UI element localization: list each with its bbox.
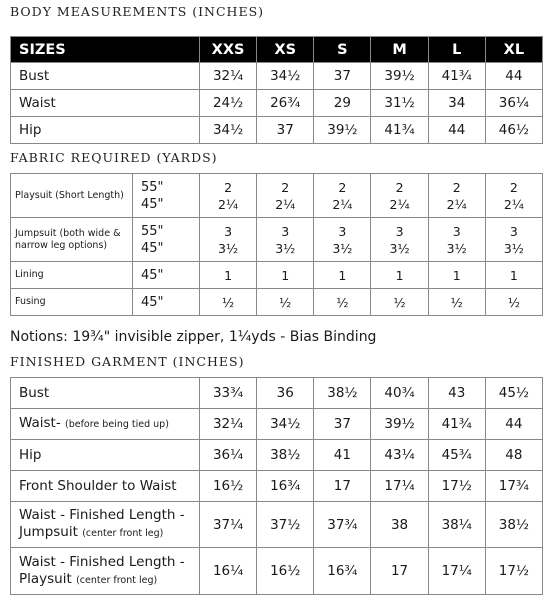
finished-garment-table (10, 377, 543, 595)
measurement-cell: 17 (314, 471, 371, 502)
measurement-cell: 41¾ (428, 63, 485, 90)
yardage-cell (314, 289, 371, 316)
yardage-cell (314, 174, 371, 218)
measurement-cell: 48 (485, 440, 542, 471)
yardage-value: 3 (395, 223, 404, 239)
measurement-cell: 37¾ (314, 502, 371, 548)
yardage-cell (257, 262, 314, 289)
yardage-value: 2¼ (218, 196, 239, 212)
row-label (11, 471, 200, 502)
yardage-cell (485, 218, 542, 262)
yardage-cell (314, 218, 371, 262)
yardage-cell (200, 262, 257, 289)
row-label-text: Waist - Finished Length - (19, 507, 185, 523)
fabric-width-cell (133, 262, 200, 289)
measurement-cell: 36¼ (485, 90, 542, 117)
yardage-value: 2¼ (332, 196, 353, 212)
table-row (11, 440, 543, 471)
measurement-cell: 44 (485, 63, 542, 90)
measurement-cell: 36¼ (200, 440, 257, 471)
measurement-cell: 38¼ (428, 502, 485, 548)
measurement-cell: 37½ (257, 502, 314, 548)
notions-text: Notions: 19¾" invisible zipper, 1¼yds - Bias Binding (10, 329, 377, 345)
measurement-cell: 32¼ (200, 409, 257, 440)
row-label: Jumpsuit (both wide & narrow leg options) (11, 218, 133, 262)
measurement-cell: 37 (314, 409, 371, 440)
table-row (11, 548, 543, 595)
measurement-cell: 17¼ (428, 548, 485, 595)
fabric-width-cell (133, 174, 200, 218)
yardage-cell (485, 262, 542, 289)
measurement-cell: 43 (428, 378, 485, 409)
yardage-cell (314, 262, 371, 289)
row-label-text: Waist- (19, 415, 65, 431)
size-header-cell: L (428, 37, 485, 63)
row-label-text: Bust (19, 384, 50, 401)
yardage-cell (485, 289, 542, 316)
size-header-cell: XS (257, 37, 314, 63)
yardage-cell (200, 174, 257, 218)
yardage-cell (371, 218, 428, 262)
yardage-value: 2¼ (503, 196, 524, 212)
measurement-cell: 38½ (314, 378, 371, 409)
yardage-value: 1 (224, 267, 233, 283)
yardage-value: 3½ (389, 240, 410, 256)
yardage-value: 2¼ (275, 196, 296, 212)
measurement-cell: 45½ (485, 378, 542, 409)
table-row (11, 63, 543, 90)
yardage-value: 3½ (332, 240, 353, 256)
table-row (11, 471, 543, 502)
row-label: Fusing (11, 289, 133, 316)
yardage-cell (428, 289, 485, 316)
yardage-value: ½ (222, 294, 235, 310)
row-label-line2 (19, 571, 197, 589)
yardage-value: 2 (281, 179, 290, 195)
row-label: Bust (11, 63, 200, 90)
body-measurements-table (10, 36, 543, 144)
measurement-cell: 17½ (485, 548, 542, 595)
fabric-width: 45" (141, 196, 164, 212)
yardage-value: 1 (452, 267, 461, 283)
row-label (11, 440, 200, 471)
measurement-cell: 34½ (257, 63, 314, 90)
row-label-text: Waist - Finished Length - (19, 553, 185, 570)
yardage-cell (371, 289, 428, 316)
measurement-cell: 26¾ (257, 90, 314, 117)
row-label (11, 548, 200, 595)
measurement-cell: 34½ (200, 117, 257, 144)
yardage-cell (485, 174, 542, 218)
fabric-width-cell (133, 218, 200, 262)
measurement-cell: 17 (371, 548, 428, 595)
yardage-value: 3½ (218, 240, 239, 256)
yardage-cell (257, 174, 314, 218)
yardage-value: 3 (281, 223, 290, 239)
measurement-cell: 38½ (257, 440, 314, 471)
row-label-text: Jumpsuit (19, 524, 83, 540)
yardage-value: 2¼ (389, 196, 410, 212)
row-label-line2 (19, 524, 197, 542)
yardage-value: 3 (452, 223, 461, 239)
table-row (11, 90, 543, 117)
measurement-cell: 38½ (485, 502, 542, 548)
measurement-cell: 32¼ (200, 63, 257, 90)
finished-garment-title: FINISHED GARMENT (INCHES) (10, 354, 245, 369)
row-label: Hip (11, 117, 200, 144)
yardage-value: 3 (224, 223, 233, 239)
size-header-cell: XL (485, 37, 542, 63)
yardage-cell (428, 174, 485, 218)
yardage-cell (257, 289, 314, 316)
measurement-cell: 41¾ (371, 117, 428, 144)
row-label-text: Front Shoulder to Waist (19, 477, 177, 494)
measurement-cell: 31½ (371, 90, 428, 117)
measurement-cell: 39½ (371, 63, 428, 90)
measurement-cell: 17½ (428, 471, 485, 502)
measurement-cell: 41¾ (428, 409, 485, 440)
sizes-header-cell: SIZES (11, 37, 200, 63)
table-row (11, 289, 543, 316)
fabric-required-table (10, 173, 543, 316)
yardage-value: 3 (338, 223, 347, 239)
measurement-cell: 24½ (200, 90, 257, 117)
row-label-note: (before being tied up) (65, 419, 169, 430)
fabric-width: 45" (141, 294, 164, 310)
yardage-value: ½ (279, 294, 292, 310)
fabric-width-cell (133, 289, 200, 316)
yardage-value: 2 (224, 179, 233, 195)
row-label (11, 378, 200, 409)
yardage-value: 2 (452, 179, 461, 195)
measurement-cell: 16¼ (200, 548, 257, 595)
measurement-cell: 16¾ (257, 471, 314, 502)
yardage-cell (200, 289, 257, 316)
fabric-width: 55" (141, 179, 164, 195)
yardage-cell (371, 174, 428, 218)
measurement-cell: 29 (314, 90, 371, 117)
fabric-width: 45" (141, 240, 164, 256)
measurement-cell: 36 (257, 378, 314, 409)
measurement-cell: 17¼ (371, 471, 428, 502)
measurement-cell: 37 (257, 117, 314, 144)
fabric-required-title: FABRIC REQUIRED (YARDS) (10, 150, 218, 165)
measurement-cell: 43¼ (371, 440, 428, 471)
yardage-value: 2¼ (446, 196, 467, 212)
row-label-note: (center front leg) (76, 574, 158, 586)
table-row (11, 502, 543, 548)
row-label: Waist (11, 90, 200, 117)
measurement-cell: 44 (428, 117, 485, 144)
body-measurements-title: BODY MEASUREMENTS (INCHES) (10, 4, 265, 19)
measurement-cell: 40¾ (371, 378, 428, 409)
fabric-width: 45" (141, 267, 164, 283)
measurement-cell: 37 (314, 63, 371, 90)
row-label (11, 409, 200, 440)
row-label-note: (center front leg) (82, 528, 164, 539)
yardage-value: ½ (450, 294, 463, 310)
measurement-cell: 38 (371, 502, 428, 548)
measurement-cell: 34 (428, 90, 485, 117)
measurement-cell: 17¾ (485, 471, 542, 502)
yardage-value: 1 (281, 267, 290, 283)
measurement-cell: 16½ (200, 471, 257, 502)
yardage-value: 2 (338, 179, 347, 195)
measurement-cell: 37¼ (200, 502, 257, 548)
table-row (11, 409, 543, 440)
measurement-cell: 33¾ (200, 378, 257, 409)
yardage-value: 1 (395, 267, 404, 283)
table-row (11, 218, 543, 262)
measurement-cell: 45¾ (428, 440, 485, 471)
yardage-cell (371, 262, 428, 289)
row-label (11, 502, 200, 548)
measurement-cell: 34½ (257, 409, 314, 440)
yardage-value: ½ (507, 294, 520, 310)
size-header-cell: M (371, 37, 428, 63)
yardage-cell (200, 218, 257, 262)
yardage-cell (257, 218, 314, 262)
yardage-value: 2 (509, 179, 518, 195)
yardage-value: 1 (338, 267, 347, 283)
measurement-cell: 39½ (314, 117, 371, 144)
yardage-value: 3½ (275, 240, 296, 256)
yardage-value: 3 (509, 223, 518, 239)
size-header-cell: XXS (200, 37, 257, 63)
measurement-cell: 44 (485, 409, 542, 440)
measurement-cell: 16½ (257, 548, 314, 595)
measurement-cell: 46½ (485, 117, 542, 144)
yardage-cell (428, 262, 485, 289)
yardage-value: 2 (395, 179, 404, 195)
table-row (11, 262, 543, 289)
yardage-value: 1 (509, 267, 518, 283)
row-label: Playsuit (Short Length) (11, 174, 133, 218)
measurement-cell: 41 (314, 440, 371, 471)
table-row (11, 117, 543, 144)
yardage-value: 3½ (503, 240, 524, 256)
measurement-cell: 16¾ (314, 548, 371, 595)
yardage-value: ½ (336, 294, 349, 310)
table-row (11, 378, 543, 409)
fabric-width: 55" (141, 223, 164, 239)
yardage-value: 3½ (446, 240, 467, 256)
table-row (11, 174, 543, 218)
row-label: Lining (11, 262, 133, 289)
row-label-text: Hip (19, 446, 42, 463)
size-header-cell: S (314, 37, 371, 63)
measurement-cell: 39½ (371, 409, 428, 440)
sizes-header-row (11, 37, 543, 63)
yardage-value: ½ (393, 294, 406, 310)
row-label-text: Playsuit (19, 570, 77, 587)
yardage-cell (428, 218, 485, 262)
